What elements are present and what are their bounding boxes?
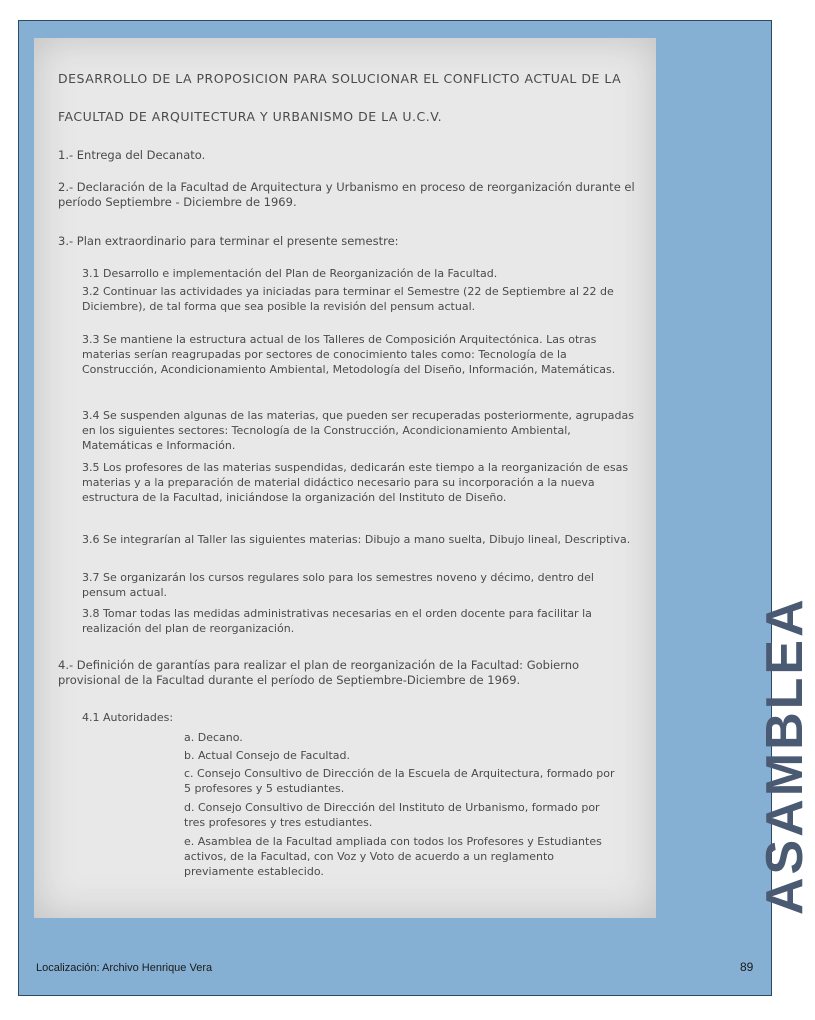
scanned-document: [34, 38, 656, 918]
item-4-1-a: a. Decano.: [184, 731, 243, 744]
item-3-8: 3.8 Tomar todas las medidas administrativas necesarias en el orden docente para facilitar la realización del plan de reorganización.: [82, 607, 592, 635]
item-4-1-c: c. Consejo Consultivo de Dirección de la Escuela de Arquitectura, formado por 5 profesores y 5 estudiantes.: [184, 767, 615, 795]
item-4-1-d: d. Consejo Consultivo de Dirección del Instituto de Urbanismo, formado por tres profesores y tres estudiantes.: [184, 801, 600, 829]
item-4-1-e: e. Asamblea de la Facultad ampliada con todos los Profesores y Estudiantes activos, de la Facultad, con Voz y Voto de acuerdo a un reglamento previamente establecido.: [184, 835, 602, 878]
item-3-6: 3.6 Se integrarían al Taller las siguientes materias: Dibujo a mano suelta, Dibujo lineal, Descriptiva.: [82, 533, 631, 546]
item-3-4: 3.4 Se suspenden algunas de las materias, que pueden ser recuperadas posteriormente, agrupadas en los siguientes sectores: Tecnología de la Construcción, Acondicionamiento Ambiental, Matemáticas e Información.: [82, 409, 634, 452]
item-3-2: 3.2 Continuar las actividades ya iniciadas para terminar el Semestre (22 de Septiembre al 22 de Diciembre), de tal forma que sea posible la revisión del pensum actual.: [82, 285, 614, 313]
item-3-7: 3.7 Se organizarán los cursos regulares solo para los semestres noveno y décimo, dentro del pensum actual.: [82, 571, 594, 599]
footer-location: Localización: Archivo Henrique Vera: [36, 962, 213, 974]
side-label: ASAMBLEA: [756, 596, 814, 915]
item-4: 4.- Definición de garantías para realizar el plan de reorganización de la Facultad: Gobierno provisional de la Facultad durante el período de Septiembre-Diciembre de 1969.: [58, 658, 580, 687]
item-3: 3.- Plan extraordinario para terminar el presente semestre:: [58, 234, 399, 248]
item-4-1: 4.1 Autoridades:: [82, 711, 174, 724]
document-title: DESARROLLO DE LA PROPOSICION PARA SOLUCIONAR EL CONFLICTO ACTUAL DE LA FACULTAD DE ARQUITECTURA Y URBANISMO DE LA U.C.V.: [58, 71, 622, 124]
item-1: 1.- Entrega del Decanato.: [58, 148, 206, 162]
item-2: 2.- Declaración de la Facultad de Arquitectura y Urbanismo en proceso de reorganización durante el período Septiembre - Diciembre de 1969.: [58, 180, 635, 209]
item-3-1: 3.1 Desarrollo e implementación del Plan de Reorganización de la Facultad.: [82, 267, 498, 280]
item-3-3: 3.3 Se mantiene la estructura actual de los Talleres de Composición Arquitectónica. Las otras materias serían reagrupadas por sectores de conocimiento tales como: Tecnología de la Construcción, Acondicionamiento Ambiental, Metodología del Diseño, Información, Matemáticas.: [82, 333, 616, 376]
item-3-5: 3.5 Los profesores de las materias suspendidas, dedicarán este tiempo a la reorganización de esas materias y a la preparación de material didáctico necesario para su incorporación a la nueva estructura de la Facultad, iniciándose la organización del Instituto de Diseño.: [82, 461, 629, 504]
item-4-1-b: b. Actual Consejo de Facultad.: [184, 749, 351, 762]
page-number: 89: [740, 960, 754, 974]
